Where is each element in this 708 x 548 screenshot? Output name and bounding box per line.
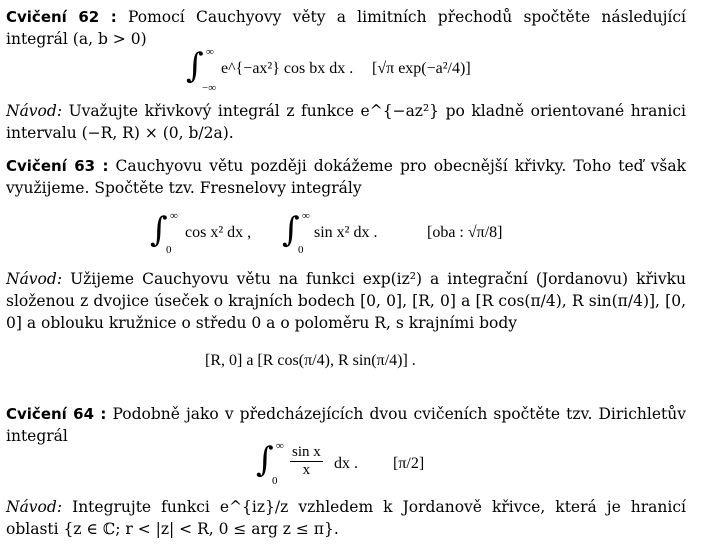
integrand-sin: sin x² dx . [314,224,378,241]
fraction-denominator: x [302,462,311,478]
exercise-62-text: Pomocí Cauchyovy věty a limitních přechodů spočtěte následující integrál (a, b > 0) [6,8,686,48]
upper-limit: ∞ [276,440,284,452]
lower-limit: −∞ [202,82,217,94]
differential: dx . [334,455,358,472]
exercise-63-statement [6,155,686,199]
hint-text: Uvažujte křivkový integrál z funkce e^{−az²} po kladně orientované hranici intervalu (−R, R) × (0, b/2a). [6,102,686,142]
upper-limit: ∞ [206,46,214,58]
lower-limit: 0 [272,475,278,487]
integral-sign: ∫ [282,210,300,250]
hint-text: Integrujte funkci e^{iz}/z vzhledem k Jordanově křivce, která je hranicí oblasti {z ∈ ℂ; r < |z| < R, 0 ≤ arg z ≤ π}. [6,498,686,538]
integrand-cos: cos x² dx , [185,224,252,241]
answer: [√π exp(−a²/4)] [372,60,471,77]
exercise-63-text: Cauchyovu větu později dokážeme pro obecnější křivky. Toho teď však využijeme. Spočtěte tzv. Fresnelovy integrály [6,157,687,197]
exercise-64-statement [6,403,686,447]
integral-sign: ∫ [186,46,204,86]
exercise-64-hint [6,496,686,540]
lower-limit: 0 [166,244,172,256]
endpoint-formula: [R, 0] a [R cos(π/4), R sin(π/4)] . [205,352,416,369]
hint-label: Návod: [6,270,63,288]
exercise-64-label: Cvičení 64 : [6,405,107,423]
lower-limit: 0 [298,244,304,256]
upper-limit: ∞ [302,210,310,222]
exercise-62-hint [6,100,686,144]
exercise-64-text: Podobně jako v předcházejících dvou cvičeních spočtěte tzv. Dirichletův integrál [6,405,686,445]
exercise-62-label: Cvičení 62 : [6,8,117,26]
exercise-63-hint [6,268,686,334]
integrand: e^{−ax²} cos bx dx . [221,60,354,77]
exercise-63-label: Cvičení 63 : [6,157,109,175]
hint-label: Návod: [6,498,63,516]
integral-sign: ∫ [150,210,168,250]
hint-text: Užijeme Cauchyovu větu na funkci exp(iz²) a integrační (Jordanovu) křivku složenou z dvojice úseček o krajních bodech [0, 0], [R, 0] a [R cos(π/4), R sin(π/4)], [0, 0] a oblouku kružnice o středu 0 a o poloměru R, s krajními body [6,270,686,332]
fraction-numerator: sin x [292,444,321,460]
hint-label: Návod: [6,102,63,120]
integrand-fraction [290,444,323,479]
answer: [oba : √π/8] [427,224,503,241]
answer: [π/2] [393,455,425,472]
exercise-62-statement [6,6,686,50]
upper-limit: ∞ [170,210,178,222]
integral-sign: ∫ [256,440,274,480]
